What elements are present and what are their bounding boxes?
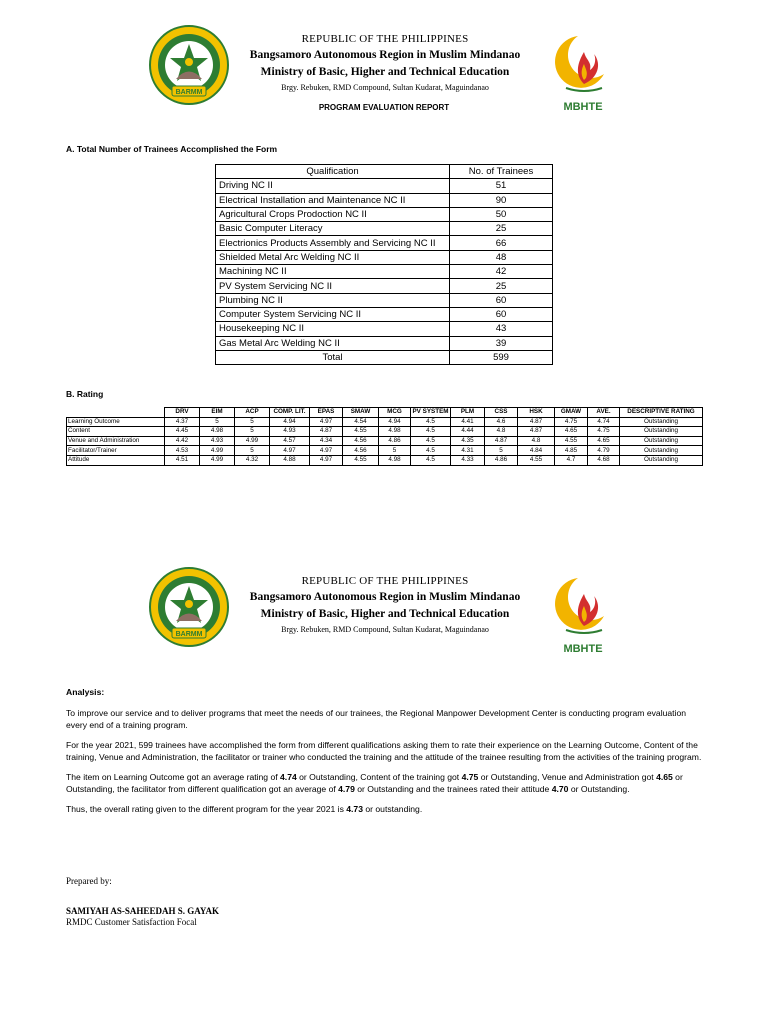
mbhte-logo-icon	[548, 28, 618, 114]
trainees-cell: 48	[450, 250, 553, 264]
rating-cell: 4.97	[310, 446, 343, 456]
letterhead-bottom	[0, 566, 768, 666]
rating-cell: 4.65	[588, 436, 620, 446]
rating-value: 4.73	[346, 803, 363, 814]
text-run: Thus, the overall rating given to the different program for the year 2021 is	[66, 803, 347, 814]
rating-col-header: COMP. LIT.	[270, 408, 310, 418]
rating-cell: 4.98	[379, 455, 411, 465]
rating-cell: 4.44	[451, 427, 485, 437]
rating-cell: 4.5	[411, 446, 451, 456]
rating-row-label: Content	[67, 427, 165, 437]
region-line: Bangsamoro Autonomous Region in Muslim Mindanao	[249, 49, 521, 61]
section-b-heading: B. Rating	[66, 389, 104, 399]
rating-cell: 4.5	[411, 455, 451, 465]
rating-row-label: Facilitator/Trainer	[67, 446, 165, 456]
qualification-cell: PV System Servicing NC II	[216, 279, 450, 293]
mbhte-logo-icon	[548, 570, 618, 656]
rating-col-header: EIM	[200, 408, 235, 418]
text-run: or Outstanding and the trainees rated their attitude	[354, 784, 552, 794]
rating-value: 4.79	[338, 784, 355, 794]
rating-cell: 4.97	[310, 417, 343, 427]
rating-col-header: DRV	[165, 408, 200, 418]
rating-cell: 4.8	[518, 436, 555, 446]
rating-cell: Outstanding	[620, 417, 703, 427]
rating-cell: 4.55	[343, 455, 379, 465]
rating-cell: 4.86	[379, 436, 411, 446]
rating-cell: 4.84	[518, 446, 555, 456]
rating-col-header: GMAW	[555, 408, 588, 418]
rating-cell: 4.6	[485, 417, 518, 427]
rating-row-label: Learning Outcome	[67, 417, 165, 427]
text-run: or Outstanding.	[568, 784, 630, 794]
text-run: or Outstanding, Venue and Administration got	[478, 771, 657, 782]
rating-cell: 4.87	[310, 427, 343, 437]
section-a-heading: A. Total Number of Trainees Accomplished the Form	[66, 144, 278, 154]
qualification-cell: Housekeeping NC II	[216, 322, 450, 336]
qualification-cell: Agricultural Crops Prodoction NC II	[216, 207, 450, 221]
qualification-cell: Electrical Installation and Maintenance NC II	[216, 193, 450, 207]
total-row	[216, 350, 553, 364]
rating-value: 4.70	[551, 784, 569, 794]
analysis-paragraph	[66, 803, 706, 816]
rating-cell: 4.7	[555, 455, 588, 465]
qualification-cell: Electrionics Products Assembly and Servicing NC II	[216, 236, 450, 250]
rating-cell: 4.75	[555, 417, 588, 427]
rating-table	[66, 407, 703, 466]
text-run: or Outstanding, Content of the training got	[296, 771, 462, 782]
table-row	[216, 293, 553, 307]
rating-col-header: DESCRIPTIVE RATING	[620, 408, 703, 418]
table-row	[216, 336, 553, 350]
rating-cell: 4.57	[270, 436, 310, 446]
text-run: or Outstanding, the facilitator from different qualification got an average of	[66, 771, 683, 794]
table-row	[216, 193, 553, 207]
rating-col-header: MCG	[379, 408, 411, 418]
letterhead-text	[230, 574, 540, 636]
republic-line: REPUBLIC OF THE PHILIPPINES	[301, 33, 469, 45]
prepared-by-label: Prepared by:	[66, 876, 112, 886]
rating-cell: 4.87	[518, 417, 555, 427]
rating-col-header: SMAW	[343, 408, 379, 418]
rating-value: 4.75	[461, 771, 479, 782]
qualification-cell: Plumbing NC II	[216, 293, 450, 307]
rating-cell: 4.87	[485, 436, 518, 446]
rating-row-label: Venue and Administration	[67, 436, 165, 446]
rating-cell: 4.56	[343, 436, 379, 446]
rating-cell: 4.99	[200, 455, 235, 465]
rating-row-label: Attitude	[67, 455, 165, 465]
rating-cell: 5	[235, 417, 270, 427]
rating-cell: 4.97	[270, 446, 310, 456]
address-line: Brgy. Rebuken, RMD Compound, Sultan Kudarat, Maguindanao	[281, 83, 489, 92]
address-line: Brgy. Rebuken, RMD Compound, Sultan Kudarat, Maguindanao	[281, 625, 489, 634]
rating-cell: 4.35	[451, 436, 485, 446]
rating-cell: 4.45	[165, 427, 200, 437]
rating-cell: Outstanding	[620, 427, 703, 437]
qualification-cell: Machining NC II	[216, 265, 450, 279]
rating-cell: 4.86	[485, 455, 518, 465]
signer-name: SAMIYAH AS-SAHEEDAH S. GAYAK	[66, 906, 220, 916]
rating-col-header: ACP	[235, 408, 270, 418]
rating-col-header: AVE.	[588, 408, 620, 418]
rating-cell: Outstanding	[620, 446, 703, 456]
rating-cell: 4.98	[379, 427, 411, 437]
table-row	[216, 179, 553, 193]
table-row	[216, 207, 553, 221]
table-row	[216, 265, 553, 279]
letterhead-text	[230, 32, 540, 94]
trainees-table	[215, 164, 553, 365]
rating-cell: 4.75	[588, 427, 620, 437]
rating-cell: 4.37	[165, 417, 200, 427]
rating-value: 4.65	[656, 771, 673, 782]
rating-cell: 4.79	[588, 446, 620, 456]
barmm-seal-icon	[148, 566, 230, 648]
qualification-cell: Shielded Metal Arc Welding NC II	[216, 250, 450, 264]
table-row	[216, 236, 553, 250]
trainees-cell: 90	[450, 193, 553, 207]
trainees-cell: 51	[450, 179, 553, 193]
rating-cell: 4.32	[235, 455, 270, 465]
signer-title: RMDC Customer Satisfaction Focal	[66, 917, 197, 927]
rating-header-row	[67, 408, 703, 418]
trainees-cell: 60	[450, 293, 553, 307]
rating-cell: 4.97	[310, 455, 343, 465]
rating-row	[67, 446, 703, 456]
analysis-paragraph	[66, 771, 706, 796]
rating-cell: 4.8	[485, 427, 518, 437]
trainees-cell: 42	[450, 265, 553, 279]
rating-cell: 4.74	[588, 417, 620, 427]
rating-cell: 4.53	[165, 446, 200, 456]
table-row	[216, 322, 553, 336]
rating-corner	[67, 408, 165, 418]
rating-cell: 5	[485, 446, 518, 456]
mbhte-logo-text: MBHTE	[563, 101, 603, 113]
trainees-cell: 66	[450, 236, 553, 250]
seal-text: BARMM	[175, 89, 203, 96]
rating-cell: 4.55	[555, 436, 588, 446]
analysis-paragraph: To improve our service and to deliver programs that meet the needs of our trainees, the Regional Manpower Development Center is conducting program evaluation every end of a training program.	[66, 707, 687, 730]
rating-cell: 4.98	[200, 427, 235, 437]
seal-text: BARMM	[175, 631, 203, 638]
rating-cell: 4.65	[555, 427, 588, 437]
mbhte-logo-text: MBHTE	[563, 643, 603, 655]
table-row	[216, 250, 553, 264]
rating-row	[67, 436, 703, 446]
rating-cell: 5	[235, 446, 270, 456]
analysis-heading: Analysis:	[66, 687, 105, 697]
rating-cell: 4.5	[411, 417, 451, 427]
rating-cell: 4.51	[165, 455, 200, 465]
rating-cell: 4.5	[411, 436, 451, 446]
analysis-section	[66, 686, 706, 822]
total-label: Total	[216, 350, 450, 364]
rating-cell: 4.55	[343, 427, 379, 437]
rating-cell: 4.34	[310, 436, 343, 446]
rating-row	[67, 427, 703, 437]
rating-cell: 5	[379, 446, 411, 456]
trainees-cell: 43	[450, 322, 553, 336]
analysis-paragraph: For the year 2021, 599 trainees have accomplished the form from different qualifications asking them to rate their experience on the Learning Outcome, Content of the training, Venue and Administration, the facilitator or trainer who conducted the training and the attitude of the trainee resulting from the activities of the training program.	[66, 739, 702, 762]
rating-cell: 4.68	[588, 455, 620, 465]
trainees-cell: 25	[450, 222, 553, 236]
qualification-cell: Basic Computer Literacy	[216, 222, 450, 236]
rating-row	[67, 417, 703, 427]
table-row	[216, 279, 553, 293]
table-header-row	[216, 165, 553, 179]
rating-cell: 4.94	[270, 417, 310, 427]
region-line: Bangsamoro Autonomous Region in Muslim Mindanao	[249, 591, 521, 603]
rating-cell: 4.93	[270, 427, 310, 437]
rating-col-header: PLM	[451, 408, 485, 418]
rating-cell: 4.41	[451, 417, 485, 427]
rating-cell: 4.99	[235, 436, 270, 446]
rating-col-header: PV SYSTEM	[412, 408, 449, 416]
rating-cell: 4.54	[343, 417, 379, 427]
col-trainees: No. of Trainees	[450, 165, 553, 179]
table-row	[216, 307, 553, 321]
rating-cell: 4.93	[200, 436, 235, 446]
trainees-cell: 25	[450, 279, 553, 293]
rating-cell: Outstanding	[620, 455, 703, 465]
report-title: PROGRAM EVALUATION REPORT	[318, 103, 450, 112]
barmm-seal-icon	[148, 24, 230, 106]
rating-cell: 4.56	[343, 446, 379, 456]
ministry-line: Ministry of Basic, Higher and Technical Education	[260, 608, 510, 620]
total-value: 599	[450, 350, 553, 364]
trainees-cell: 60	[450, 307, 553, 321]
rating-cell: Outstanding	[620, 436, 703, 446]
text-run: or outstanding.	[362, 803, 423, 814]
trainees-cell: 39	[450, 336, 553, 350]
rating-cell: 4.88	[270, 455, 310, 465]
rating-cell: 4.55	[518, 455, 555, 465]
rating-row	[67, 455, 703, 465]
republic-line: REPUBLIC OF THE PHILIPPINES	[301, 575, 469, 587]
rating-col-header: CSS	[485, 408, 518, 418]
rating-cell: 4.42	[165, 436, 200, 446]
col-qualification: Qualification	[216, 165, 450, 179]
text-run: The item on Learning Outcome got an average rating of	[66, 771, 281, 782]
rating-cell: 4.99	[200, 446, 235, 456]
ministry-line: Ministry of Basic, Higher and Technical Education	[260, 66, 510, 78]
rating-col-header: EPAS	[310, 408, 343, 418]
qualification-cell: Gas Metal Arc Welding NC II	[216, 336, 450, 350]
rating-col-header: HSK	[518, 408, 555, 418]
rating-cell: 4.85	[555, 446, 588, 456]
qualification-cell: Computer System Servicing NC II	[216, 307, 450, 321]
qualification-cell: Driving NC II	[216, 179, 450, 193]
rating-cell: 4.94	[379, 417, 411, 427]
rating-cell: 4.31	[451, 446, 485, 456]
rating-value: 4.74	[280, 771, 297, 782]
rating-cell: 4.33	[451, 455, 485, 465]
table-row	[216, 222, 553, 236]
rating-cell: 5	[200, 417, 235, 427]
rating-cell: 4.5	[411, 427, 451, 437]
rating-cell: 5	[235, 427, 270, 437]
rating-cell: 4.87	[518, 427, 555, 437]
trainees-cell: 50	[450, 207, 553, 221]
